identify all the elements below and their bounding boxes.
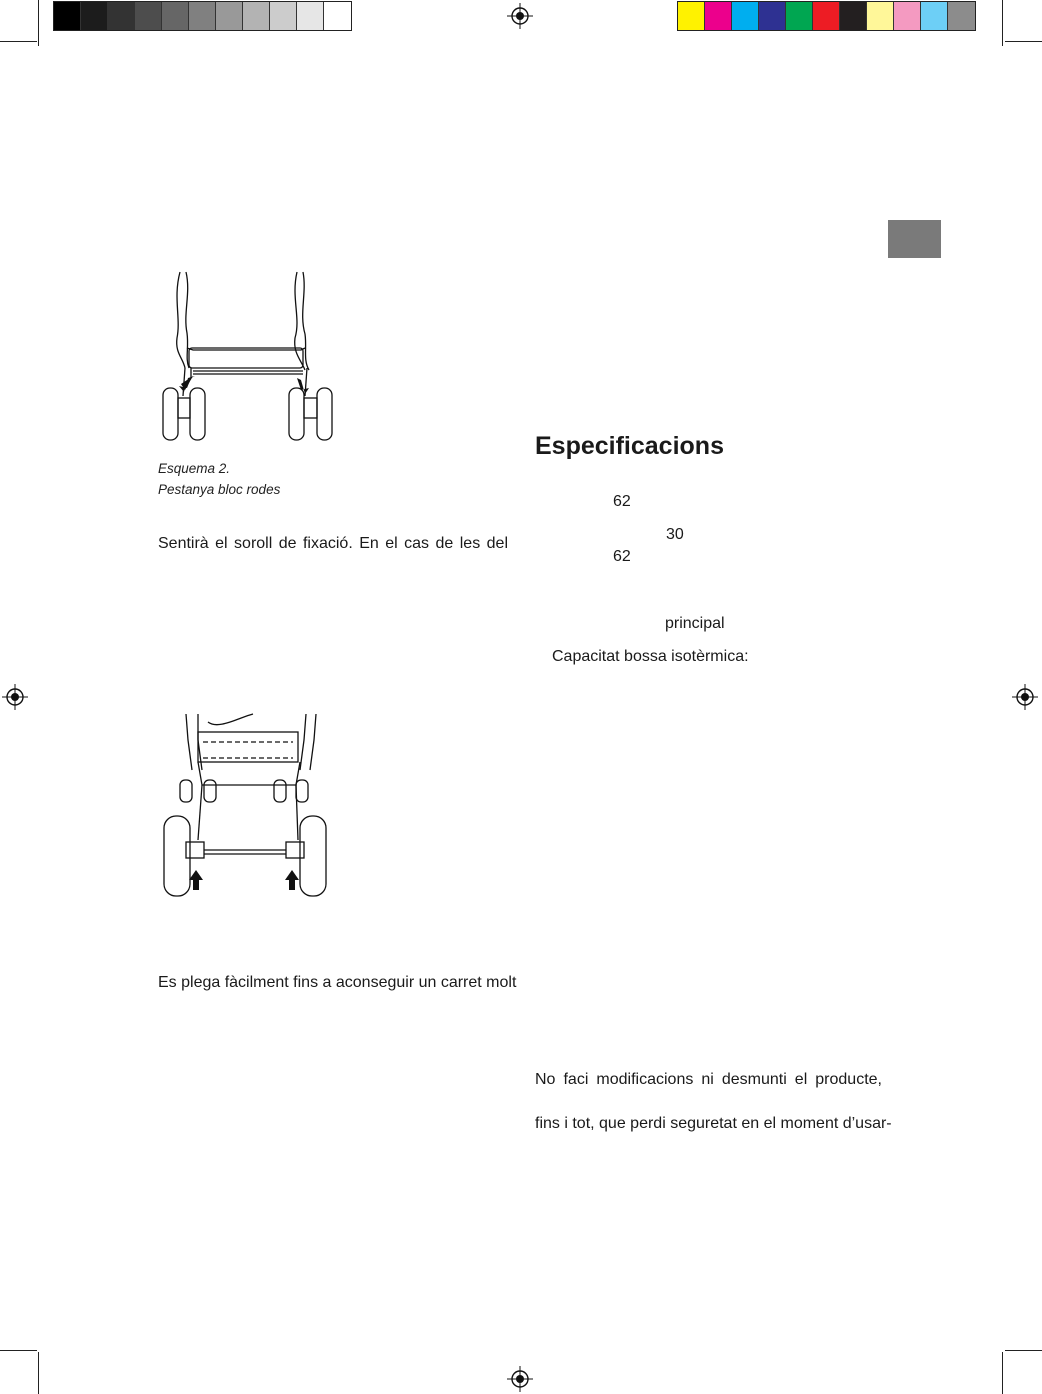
color-swatch [867,2,894,30]
registration-mark-icon [1012,684,1038,710]
crop-mark [0,1350,37,1351]
crop-mark [1005,1350,1042,1351]
gray-calibration-bar [53,1,352,31]
color-swatch [759,2,786,30]
spec-value: 62 [613,548,631,565]
color-calibration-bar [677,1,976,31]
crop-mark [1002,0,1003,46]
stroller-fold-illustration [158,710,333,900]
color-swatch [705,2,732,30]
figure-caption-text: Pestanya bloc rodes [158,482,281,497]
crop-mark [0,41,37,42]
color-swatch [81,2,108,30]
crop-mark [38,0,39,46]
color-swatch [732,2,759,30]
crop-mark [1005,41,1042,42]
stroller-wheel-lock-illustration [155,268,340,448]
color-swatch [813,2,840,30]
section-heading: Especificacions [535,432,724,460]
body-text-line: No faci modificacions ni desmunti el producte, [535,1071,882,1088]
color-swatch [54,2,81,30]
registration-mark-icon [2,684,28,710]
body-text-line: Es plega fàcilment fins a aconseguir un carret molt [158,974,517,991]
color-swatch [786,2,813,30]
color-swatch [840,2,867,30]
registration-mark-icon [507,1366,533,1392]
section-tab-block [888,220,941,258]
spec-label: principal [665,615,725,632]
body-text-line: Sentirà el soroll de fixació. En el cas de les del [158,535,508,552]
color-swatch [135,2,162,30]
color-swatch [270,2,297,30]
color-swatch [894,2,921,30]
color-swatch [108,2,135,30]
color-swatch [162,2,189,30]
color-swatch [678,2,705,30]
crop-mark [1002,1352,1003,1394]
body-text-line: fins i tot, que perdi seguretat en el moment d’usar- [535,1115,892,1132]
color-swatch [189,2,216,30]
color-swatch [243,2,270,30]
color-swatch [216,2,243,30]
color-swatch [297,2,324,30]
color-swatch [921,2,948,30]
registration-mark-icon [507,3,533,29]
color-swatch [948,2,975,30]
color-swatch [324,2,351,30]
spec-value: 62 [613,493,631,510]
spec-value: 30 [666,526,684,543]
spec-label: Capacitat bossa isotèrmica: [552,648,749,665]
crop-mark [38,1352,39,1394]
figure-caption-title: Esquema 2. [158,461,231,476]
